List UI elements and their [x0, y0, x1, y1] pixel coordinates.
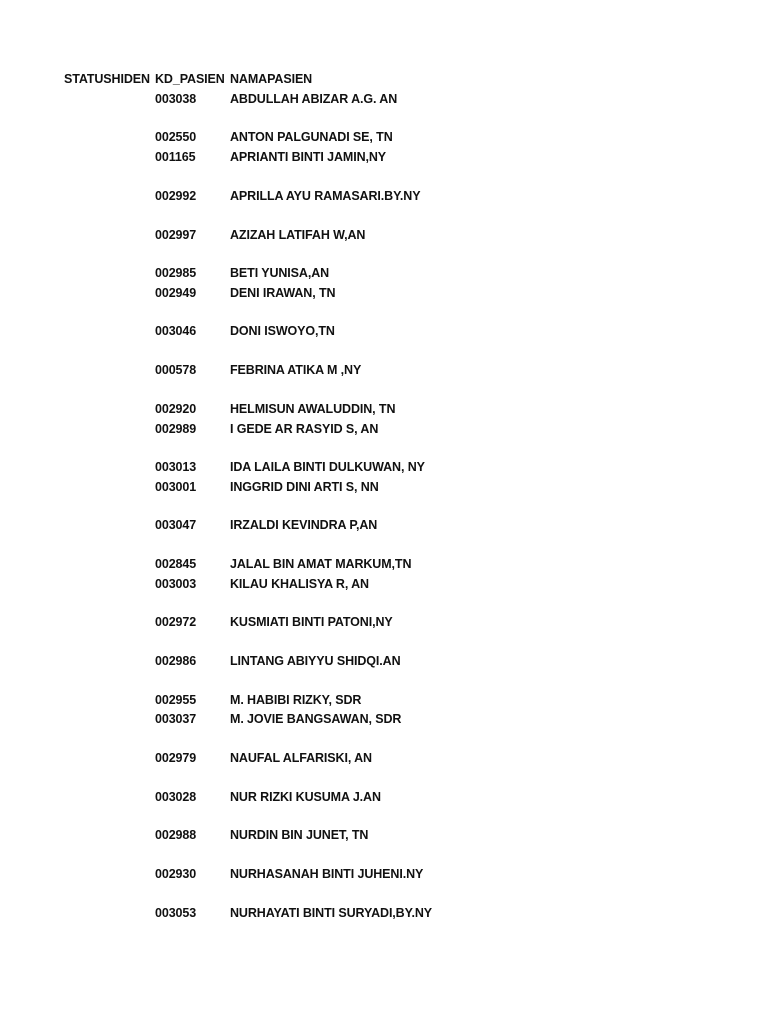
header-namapasien: NAMAPASIEN	[230, 72, 313, 86]
table-row	[0, 127, 768, 147]
kd-pasien-cell: 002955	[155, 693, 197, 707]
kd-pasien-cell: 002988	[155, 828, 197, 842]
nama-pasien-cell: KILAU KHALISYA R, AN	[230, 577, 369, 591]
table-row	[0, 147, 768, 167]
kd-pasien-cell: 002985	[155, 266, 197, 280]
header-kd-pasien: KD_PASIEN	[155, 72, 225, 86]
table-row	[0, 399, 768, 419]
nama-pasien-cell: ANTON PALGUNADI SE, TN	[230, 130, 393, 144]
table-row	[0, 709, 768, 729]
kd-pasien-cell: 002550	[155, 130, 197, 144]
kd-pasien-cell: 002986	[155, 654, 197, 668]
kd-pasien-cell: 002989	[155, 422, 197, 436]
nama-pasien-cell: I GEDE AR RASYID S, AN	[230, 422, 379, 436]
kd-pasien-cell: 003053	[155, 906, 197, 920]
nama-pasien-cell: M. JOVIE BANGSAWAN, SDR	[230, 712, 402, 726]
nama-pasien-cell: IDA LAILA BINTI DULKUWAN, NY	[230, 460, 425, 474]
table-row	[0, 477, 768, 497]
kd-pasien-cell: 003038	[155, 92, 197, 106]
nama-pasien-cell: NURDIN BIN JUNET, TN	[230, 828, 369, 842]
table-row	[0, 787, 768, 807]
nama-pasien-cell: NURHAYATI BINTI SURYADI,BY.NY	[230, 906, 433, 920]
nama-pasien-cell: LINTANG ABIYYU SHIDQI.AN	[230, 654, 401, 668]
table-row	[0, 225, 768, 245]
table-row	[0, 612, 768, 632]
kd-pasien-cell: 002992	[155, 189, 197, 203]
table-row	[0, 89, 768, 109]
kd-pasien-cell: 002930	[155, 867, 197, 881]
kd-pasien-cell: 003037	[155, 712, 197, 726]
nama-pasien-cell: AZIZAH LATIFAH W,AN	[230, 228, 366, 242]
table-row	[0, 457, 768, 477]
nama-pasien-cell: NURHASANAH BINTI JUHENI.NY	[230, 867, 424, 881]
table-row	[0, 515, 768, 535]
kd-pasien-cell: 001165	[155, 150, 196, 164]
kd-pasien-cell: 003046	[155, 324, 197, 338]
kd-pasien-cell: 003003	[155, 577, 197, 591]
table-row	[0, 419, 768, 439]
kd-pasien-cell: 003001	[155, 480, 197, 494]
kd-pasien-cell: 002972	[155, 615, 197, 629]
table-row	[0, 283, 768, 303]
nama-pasien-cell: JALAL BIN AMAT MARKUM,TN	[230, 557, 412, 571]
nama-pasien-cell: BETI YUNISA,AN	[230, 266, 330, 280]
nama-pasien-cell: FEBRINA ATIKA M ,NY	[230, 363, 362, 377]
nama-pasien-cell: NUR RIZKI KUSUMA J.AN	[230, 790, 381, 804]
table-row	[0, 690, 768, 710]
table-row	[0, 263, 768, 283]
table-row	[0, 825, 768, 845]
table-row	[0, 574, 768, 594]
kd-pasien-cell: 003047	[155, 518, 197, 532]
nama-pasien-cell: APRILLA AYU RAMASARI.BY.NY	[230, 189, 421, 203]
kd-pasien-cell: 002845	[155, 557, 197, 571]
nama-pasien-cell: INGGRID DINI ARTI S, NN	[230, 480, 379, 494]
table-row	[0, 360, 768, 380]
kd-pasien-cell: 002979	[155, 751, 197, 765]
kd-pasien-cell: 000578	[155, 363, 197, 377]
nama-pasien-cell: NAUFAL ALFARISKI, AN	[230, 751, 372, 765]
header-statushiden: STATUSHIDEN	[64, 72, 150, 86]
kd-pasien-cell: 002997	[155, 228, 197, 242]
table-row	[0, 321, 768, 341]
kd-pasien-cell: 003028	[155, 790, 197, 804]
table-row	[0, 864, 768, 884]
nama-pasien-cell: APRIANTI BINTI JAMIN,NY	[230, 150, 387, 164]
nama-pasien-cell: HELMISUN AWALUDDIN, TN	[230, 402, 396, 416]
kd-pasien-cell: 002920	[155, 402, 197, 416]
kd-pasien-cell: 002949	[155, 286, 197, 300]
nama-pasien-cell: M. HABIBI RIZKY, SDR	[230, 693, 362, 707]
table-row	[0, 554, 768, 574]
nama-pasien-cell: IRZALDI KEVINDRA P,AN	[230, 518, 378, 532]
nama-pasien-cell: KUSMIATI BINTI PATONI,NY	[230, 615, 393, 629]
table-row	[0, 748, 768, 768]
table-row	[0, 186, 768, 206]
header-row	[0, 69, 768, 89]
nama-pasien-cell: DONI ISWOYO,TN	[230, 324, 335, 338]
kd-pasien-cell: 003013	[155, 460, 197, 474]
nama-pasien-cell: DENI IRAWAN, TN	[230, 286, 336, 300]
table-row	[0, 903, 768, 923]
nama-pasien-cell: ABDULLAH ABIZAR A.G. AN	[230, 92, 398, 106]
table-row	[0, 651, 768, 671]
